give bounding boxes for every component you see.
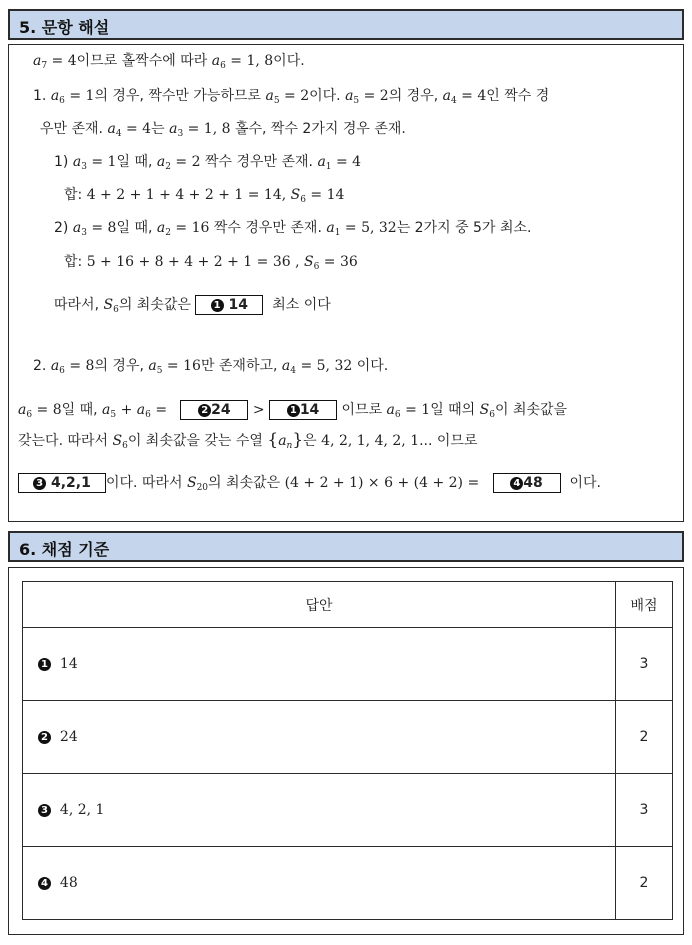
line-11: 갖는다. 따라서 $S_6$이 최솟값을 갖는 수열 $\{a_n\}$은 4, 2, 1, 4, 2, 1... 이므로	[18, 430, 478, 451]
section-6-title: 6. 채점 기준	[19, 540, 110, 559]
line-10: $a_6 = 8$일 때, $a_5 + a_6$ = 2 24 > 1 14 이므로 $a_6 = 1$일 때의 $S_6$이 최솟값을	[18, 402, 568, 420]
points-cell: 3	[616, 628, 673, 701]
line-2: 1. $a_6 = 1$의 경우, 짝수만 가능하므로 $a_5 = 2$이다. $a_5 = 2$의 경우, $a_4 = 4$인 짝수 경	[33, 88, 550, 106]
circled-number-1: 1	[38, 658, 51, 671]
line-7: 합: 5 + 16 + 8 + 4 + 2 + 1 = 36 , $S_6 = 36$	[64, 254, 358, 272]
circled-number-4: 4	[510, 477, 523, 490]
table-row	[23, 774, 673, 847]
line-8: 따라서, $S_6$의 최솟값은 1 14 최소 이다	[54, 297, 331, 315]
line-9: 2. $a_6 = 8$의 경우, $a_5 = 16$만 존재하고, $a_4 = 5$, 32 이다.	[33, 358, 389, 376]
points-cell: 2	[616, 701, 673, 774]
answer-box-1-repeat: 1 14	[269, 400, 337, 420]
header-points: 배점	[616, 582, 673, 628]
line-5: 합: 4 + 2 + 1 + 4 + 2 + 1 = 14, $S_6 = 14$	[64, 187, 345, 205]
section-5-title: 5. 문항 해설	[19, 18, 110, 37]
circled-number-3: 3	[38, 804, 51, 817]
circled-number-3: 3	[33, 477, 46, 490]
line-12: 3 4,2,1 이다. 따라서 $S_{20}$의 최솟값은 (4 + 2 + 1) × 6 + (4 + 2) = 4 48 이다.	[18, 473, 601, 497]
line-1: $a_7 = 4$이므로 홀짝수에 따라 $a_6 = 1$, 8이다.	[33, 53, 305, 71]
answer-box-3: 3 4,2,1	[18, 473, 106, 493]
table-row	[23, 628, 673, 701]
answer-box-1: 1 14	[195, 295, 263, 315]
line-3: 우만 존재. $a_4 = 4$는 $a_3 = 1$, 8 홀수, 짝수 2가지 경우 존재.	[40, 121, 406, 139]
points-cell: 3	[616, 774, 673, 847]
section-5-header	[8, 9, 684, 40]
answer-cell: 14	[59, 656, 78, 672]
line-4: 1) $a_3 = 1$일 때, $a_2 = 2$ 짝수 경우만 존재. $a_1 = 4$	[54, 154, 362, 172]
circled-number-1-repeat: 1	[287, 404, 300, 417]
grading-table-header	[23, 582, 673, 628]
header-answer: 답안	[23, 582, 616, 628]
answer-box-2: 2 24	[180, 400, 248, 420]
answer-cell: 48	[59, 875, 78, 891]
table-row	[23, 701, 673, 774]
section-6-header	[8, 531, 684, 562]
answer-cell: 4, 2, 1	[59, 802, 105, 818]
answer-box-4: 4 48	[493, 473, 561, 493]
circled-number-1: 1	[211, 299, 224, 312]
grading-table	[22, 581, 673, 920]
circled-number-4: 4	[38, 877, 51, 890]
circled-number-2: 2	[38, 731, 51, 744]
table-row	[23, 847, 673, 920]
answer-cell: 24	[59, 729, 78, 745]
circled-number-2: 2	[198, 404, 211, 417]
points-cell: 2	[616, 847, 673, 920]
line-6: 2) $a_3 = 8$일 때, $a_2 = 16$ 짝수 경우만 존재. $a_1 = 5$, 32는 2가지 중 5가 최소.	[54, 220, 532, 238]
